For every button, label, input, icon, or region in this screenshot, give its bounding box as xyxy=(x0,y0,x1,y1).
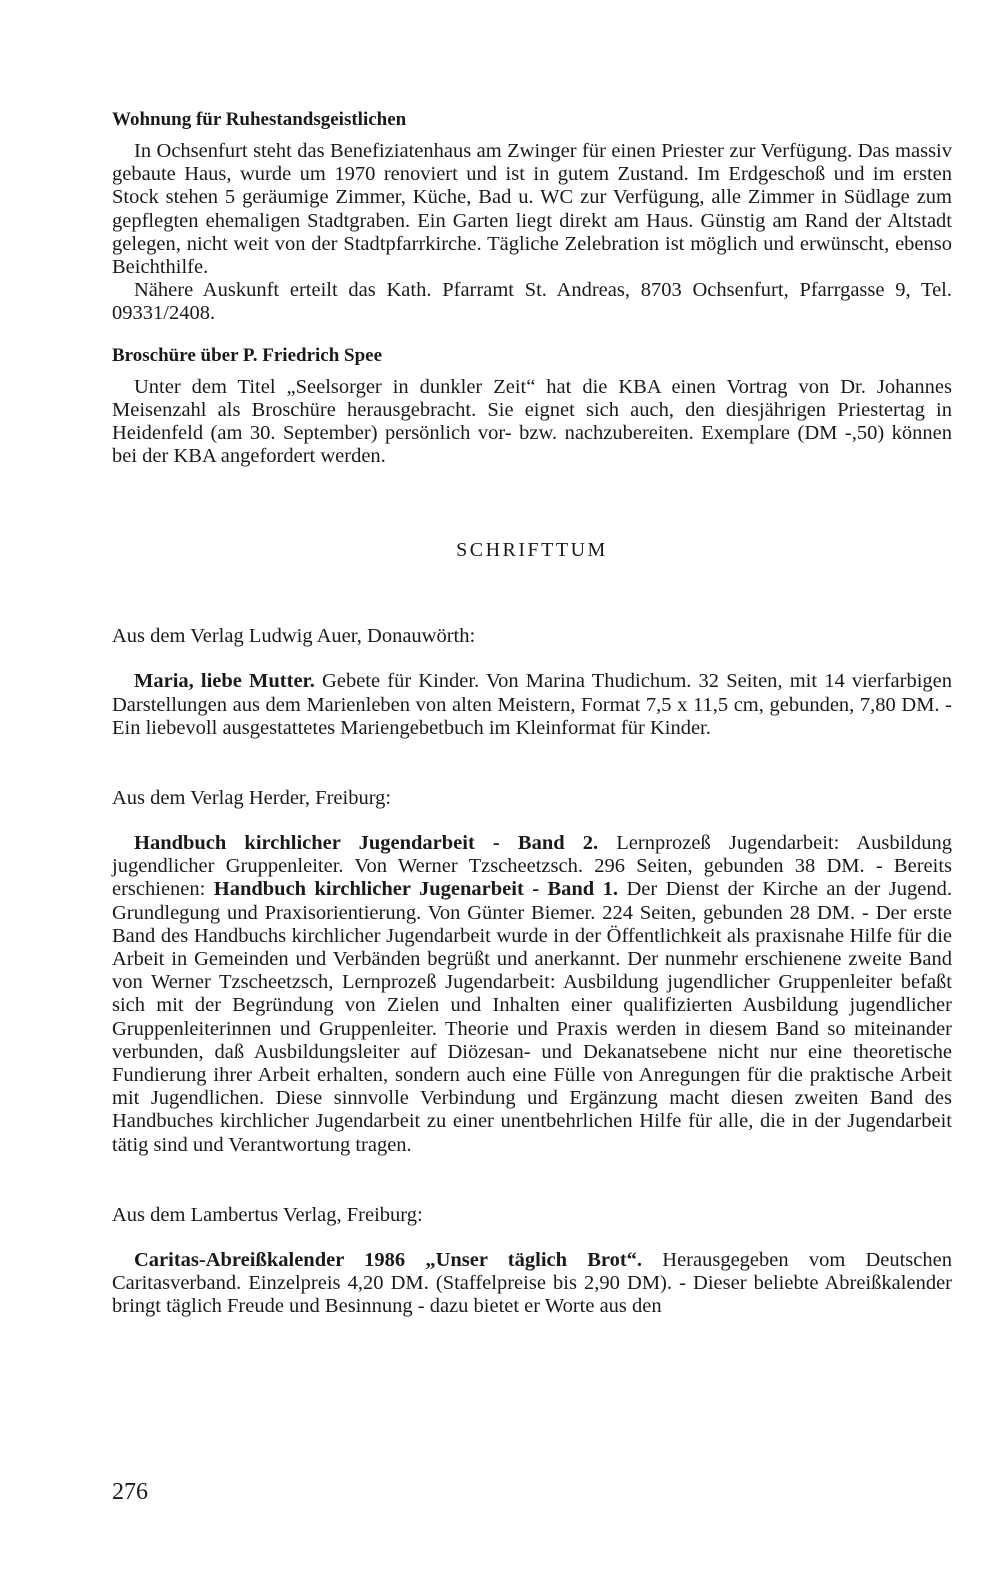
notice-paragraph: Nähere Auskunft erteilt das Kath. Pfarramt St. Andreas, 8703 Ochsenfurt, Pfarrgasse 9, Tel. 09331/2408. xyxy=(112,279,952,325)
book-title: Caritas-Abreißkalender 1986 „Unser täglich Brot“. xyxy=(134,1248,643,1271)
book-description: Herausgegeben vom Deutschen Caritasverband. Einzelpreis 4,20 DM. (Staffelpreise bis 2,90 DM). - Dieser beliebte Abreißkalender bringt täglich Freude und Besinnung - dazu bietet er Worte aus den xyxy=(112,1248,952,1318)
notice-paragraph: Unter dem Titel „Seelsorger in dunkler Zeit“ hat die KBA einen Vortrag von Dr. Johannes Meisenzahl als Broschüre herausgebracht. Sie eignet sich auch, den diesjährigen Priestertag in Heidenfeld (am 30. September) persönlich vor- bzw. nachzubereiten. Exemplare (DM -,50) können bei der KBA angefordert werden. xyxy=(112,375,952,468)
book-title-secondary: Handbuch kirchlicher Jugenarbeit - Band 1. xyxy=(213,878,619,901)
publisher-heading: Aus dem Verlag Ludwig Auer, Donauwörth: xyxy=(112,625,476,648)
book-description: Gebete für Kinder. Von Marina Thudichum. 32 Seiten, mit 14 vierfarbigen Darstellungen aus dem Marienleben von alten Meistern, Format 7,5 x 11,5 cm, gebunden, 7,80 DM. -Ein liebevoll ausgestattetes Mariengebetbuch im Kleinformat für Kinder. xyxy=(112,670,953,739)
book-title: Maria, liebe Mutter. xyxy=(134,670,315,693)
notice-paragraph: In Ochsenfurt steht das Benefiziatenhaus am Zwinger für einen Priester zur Verfügung. Das massiv gebaute Haus, wurde um 1970 renoviert und ist in gutem Zustand. Im Erdgeschoß und im ersten Stock stehen 5 geräumige Zimmer, Küche, Bad u. WC zur Verfügung, alle Zimmer in Südlage zum gepflegten ehemaligen Stadtgraben. Ein Garten liegt direkt am Haus. Günstig am Rand der Altstadt gelegen, nicht weit von der Stadtpfarrkirche. Tägliche Zelebration ist möglich und erwünscht, ebenso Beichthilfe. xyxy=(112,140,952,279)
document-page xyxy=(112,108,952,1319)
section-title: SCHRIFTTUM xyxy=(456,539,608,562)
publisher-auer xyxy=(112,624,952,740)
book-entry xyxy=(112,670,952,740)
page-number: 276 xyxy=(112,1479,148,1505)
book-title: Handbuch kirchlicher Jugendarbeit - Band 2. xyxy=(134,832,599,855)
book-description-secondary: Der Dienst der Kirche an der Jugend. Grundlegung und Praxisorientierung. Von Günter Biemer. 224 Seiten, gebunden 28 DM. - Der erste Band des Handbuchs kirchlicher Jugendarbeit wurde in der Öffentlichkeit als praxisnahe Hilfe für die Arbeit in Gemeinden und Verbänden begrüßt und anerkannt. Der nunmehr erschienene zweite Band von Werner Tzscheetzsch, Lernprozeß Jugendarbeit: Ausbildung jugendlicher Gruppenleiter befaßt sich mit der Begründung von Zielen und Inhalten einer qualifizierten Ausbildung jugendlicher Gruppenleiterinnen und Gruppenleiter. Theorie und Praxis werden in diesem Band so miteinander verbunden, daß Ausbildungsleiter auf Diözesan- und Dekanatsebene nicht nur eine theoretische Fundierung ihrer Arbeit erhalten, sondern auch eine Fülle von Anregungen für die praktische Arbeit mit Jugendlichen. Diese sinnvolle Verbindung und Ergänzung macht diesen zweiten Band des Handbuches kirchlicher Jugendarbeit zu einer unentbehrlichen Hilfe für alle, die in der Jugendarbeit tätig sind und Verantwortung tragen. xyxy=(112,878,952,1156)
publisher-heading: Aus dem Verlag Herder, Freiburg: xyxy=(112,787,392,810)
publisher-heading: Aus dem Lambertus Verlag, Freiburg: xyxy=(112,1203,423,1226)
publisher-lambertus xyxy=(112,1203,952,1319)
notice-title: Wohnung für Ruhestandsgeistlichen xyxy=(112,109,407,130)
notice-brochure xyxy=(112,344,952,469)
book-description: Lernprozeß Jugendarbeit: Ausbildung jugendlicher Gruppenleiter. Von Werner Tzscheetzsch. 296 Seiten, gebunden 38 DM. - Bereits erschienen: xyxy=(112,832,953,901)
notice-title: Broschüre über P. Friedrich Spee xyxy=(112,344,383,366)
book-entry xyxy=(112,832,952,1157)
publisher-herder xyxy=(112,786,952,1157)
book-entry xyxy=(112,1249,952,1319)
notice-retirement-apartment xyxy=(112,108,952,326)
